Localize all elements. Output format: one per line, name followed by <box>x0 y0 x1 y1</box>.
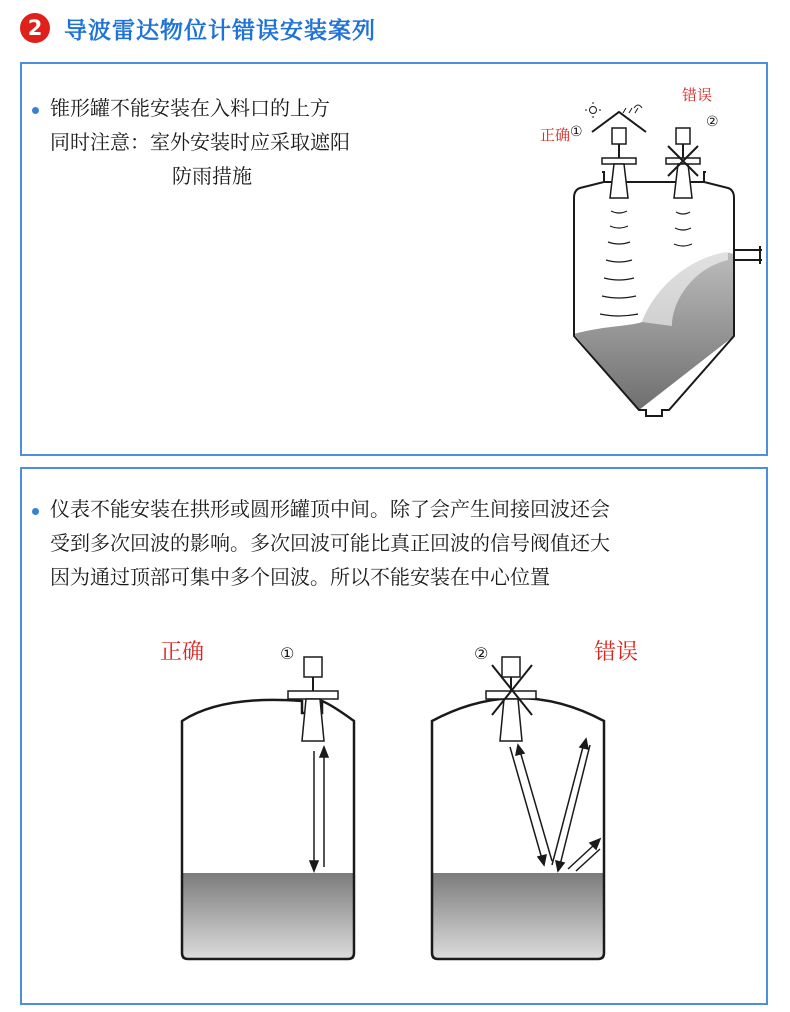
section-title: 导波雷达物位计错误安装案列 <box>64 17 376 44</box>
radar-wrong-icon <box>666 128 700 246</box>
dome-tank-correct <box>182 657 354 959</box>
conical-tank-diagram <box>22 64 770 458</box>
label-wrong-1: 错误 <box>682 86 713 104</box>
liquid-level <box>182 873 354 959</box>
marker-2: ② <box>706 114 719 130</box>
dome-tank-wrong <box>432 657 604 959</box>
section-number-badge: 2 <box>20 13 50 43</box>
radar-sensor-wrong <box>486 657 536 741</box>
marker-2: ② <box>474 644 489 663</box>
bulk-material-fill <box>574 252 734 410</box>
echo-arrows-wrong <box>510 739 600 871</box>
radar-beam-waves <box>600 211 638 316</box>
dome-tank-diagram <box>22 469 770 1007</box>
rain-icon <box>623 105 642 113</box>
panel2-line-1: 仪表不能安装在拱形或圆形罐顶中间。除了会产生间接回波还会 <box>50 497 610 521</box>
echo-arrows-correct <box>310 747 328 871</box>
marker-1: ① <box>570 124 583 140</box>
radar-correct-icon <box>585 102 646 316</box>
panel1-line-2: 同时注意：室外安装时应采取遮阳 <box>50 130 350 154</box>
radar-sensor-correct <box>288 657 338 741</box>
label-wrong-2: 错误 <box>594 640 639 665</box>
dome-tank-panel <box>20 467 768 1005</box>
panel2-line-2: 受到多次回波的影响。多次回波可能比真正回波的信号阀值还大 <box>50 531 610 555</box>
liquid-level <box>432 873 604 959</box>
panel1-line-1: 锥形罐不能安装在入料口的上方 <box>50 96 330 120</box>
conical-tank-panel <box>20 62 768 456</box>
marker-1: ① <box>280 644 295 663</box>
label-correct-2: 正确 <box>160 640 205 665</box>
section-header <box>20 8 376 48</box>
label-correct-1: 正确 <box>540 126 571 144</box>
sun-icon <box>585 102 601 118</box>
panel2-line-3: 因为通过顶部可集中多个回波。所以不能安装在中心位置 <box>50 565 550 589</box>
panel1-line-3: 防雨措施 <box>172 164 252 188</box>
